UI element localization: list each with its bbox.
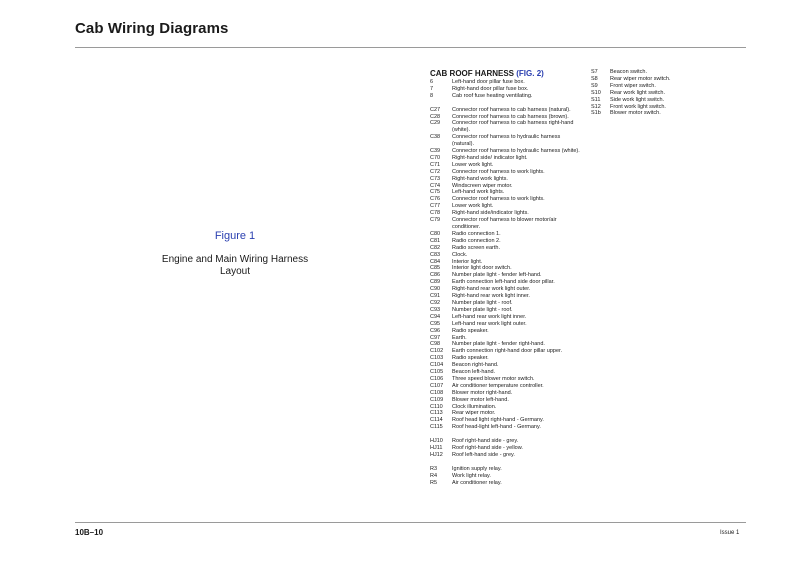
legend-item — [430, 300, 580, 307]
legend-description: Air conditioner relay. — [452, 479, 502, 486]
legend-item — [430, 120, 580, 134]
legend-item — [430, 114, 580, 121]
legend-code: C74 — [430, 182, 441, 189]
legend-item — [430, 369, 580, 376]
legend-code: C95 — [430, 320, 441, 327]
legend-item — [430, 238, 580, 245]
legend-code: C75 — [430, 189, 441, 196]
legend-code: S1b — [591, 110, 601, 117]
legend-description: Beacon left-hand. — [452, 369, 496, 376]
legend-item — [430, 279, 580, 286]
legend-description: Connector roof harness to blower motor/air conditioner. — [452, 217, 557, 231]
legend-description: Connector roof harness to hydraulic harness (natural). — [452, 134, 561, 148]
legend-description: Radio screen earth. — [452, 244, 500, 251]
legend-column-1 — [430, 79, 580, 486]
legend-code: C83 — [430, 251, 441, 258]
legend-code: C27 — [430, 106, 441, 113]
figure-caption — [150, 254, 320, 278]
legend-description: Rear wiper motor. — [452, 410, 496, 417]
legend-description: Number plate light - roof. — [452, 306, 513, 313]
legend-code: S8 — [591, 75, 598, 82]
legend-item — [430, 424, 580, 431]
legend-description: Interior light. — [452, 258, 483, 265]
legend-code: C110 — [430, 403, 443, 410]
legend-item — [591, 90, 711, 97]
legend-code: C93 — [430, 306, 441, 313]
legend-item — [430, 252, 580, 259]
legend-code: C71 — [430, 161, 441, 168]
legend-code: C92 — [430, 299, 441, 306]
legend-description: Right-hand rear work light inner. — [452, 293, 530, 300]
legend-description: Connector roof harness to cab harness right-hand (white). — [452, 120, 574, 134]
legend-description: Earth connection right-hand door pillar upper. — [452, 348, 563, 355]
legend-code: R4 — [430, 472, 438, 479]
legend-item — [430, 404, 580, 411]
legend-description: Radio connection 1. — [452, 230, 501, 237]
legend-code: C85 — [430, 265, 441, 272]
legend-item — [430, 445, 580, 452]
legend-code: C38 — [430, 134, 441, 141]
legend-code: C94 — [430, 313, 441, 320]
legend-item — [430, 286, 580, 293]
legend-description: Three speed blower motor switch. — [452, 375, 535, 382]
legend-item — [430, 107, 580, 114]
legend-code: C89 — [430, 279, 441, 286]
legend-description: Left-hand rear work light inner. — [452, 313, 527, 320]
legend-description: Roof right-hand side - yellow. — [452, 445, 523, 451]
legend-item — [430, 196, 580, 203]
legend-code: C108 — [430, 389, 444, 396]
legend-code: C96 — [430, 327, 441, 334]
legend-item — [430, 189, 580, 196]
legend-code: S10 — [591, 89, 601, 96]
legend-code: C79 — [430, 217, 441, 224]
legend-description: Left-hand work lights. — [452, 189, 505, 196]
legend-description: Right-hand side/ indicator light. — [452, 154, 528, 161]
legend-code: C82 — [430, 244, 441, 251]
legend-item — [430, 341, 580, 348]
legend-description: Rear work light switch. — [610, 89, 666, 96]
legend-description: Connector roof harness to work lights. — [452, 196, 545, 203]
figure-reference-link[interactable]: (FIG. 2) — [516, 69, 544, 78]
legend-description: Earth. — [452, 334, 467, 341]
legend-code: R3 — [430, 465, 438, 472]
legend-code: C29 — [430, 120, 441, 127]
legend-code: C73 — [430, 175, 441, 182]
legend-description: Connector roof harness to cab harness (natural). — [452, 106, 571, 113]
legend-code: C80 — [430, 230, 441, 237]
legend-code: C104 — [430, 362, 444, 369]
legend-description: Interior light door switch. — [452, 265, 512, 272]
legend-description: Roof right-hand side - grey. — [452, 438, 519, 445]
legend-description: Left-hand rear work light outer. — [452, 320, 527, 327]
section-title-text: CAB ROOF HARNESS — [430, 69, 515, 78]
legend-description: Beacon switch. — [610, 69, 647, 75]
legend-description: Beacon right-hand. — [452, 362, 499, 369]
issue-label: Issue 1 — [720, 530, 740, 536]
legend-item — [430, 134, 580, 148]
legend-description: Roof head light right-hand - Germany. — [452, 417, 544, 424]
legend-item — [430, 417, 580, 424]
legend-description: Ignition supply relay. — [452, 465, 502, 472]
legend-description: Windscreen wiper motor. — [452, 182, 513, 189]
section-title — [430, 69, 544, 78]
header-divider — [75, 47, 746, 48]
legend-description: Connector roof harness to work lights. — [452, 168, 545, 175]
legend-item — [430, 410, 580, 417]
legend-description: Roof head-light left-hand - Germany. — [452, 424, 541, 431]
legend-description: Number plate light - roof. — [452, 299, 513, 306]
figure-caption-line1: Engine and Main Wiring Harness — [161, 254, 309, 265]
legend-item — [430, 397, 580, 404]
legend-item — [591, 97, 711, 104]
legend-item — [430, 473, 580, 480]
legend-code: C107 — [430, 382, 444, 389]
legend-item — [430, 321, 580, 328]
legend-item — [430, 328, 580, 335]
legend-description: Connector roof harness to cab harness (brown). — [452, 113, 569, 120]
legend-code: C39 — [430, 148, 441, 155]
legend-item — [430, 162, 580, 169]
legend-description: Lower work light. — [452, 161, 494, 168]
legend-description: Clock. — [452, 251, 468, 258]
legend-item — [430, 79, 580, 86]
legend-item — [430, 176, 580, 183]
legend-description: Right-hand rear work light outer. — [452, 286, 531, 293]
page-title: Cab Wiring Diagrams — [75, 20, 229, 37]
legend-code: C70 — [430, 154, 441, 161]
legend-description: Number plate light - fender left-hand. — [452, 272, 542, 279]
legend-item — [430, 272, 580, 279]
legend-code: C98 — [430, 341, 441, 348]
legend-item — [591, 83, 711, 90]
legend-code: C78 — [430, 210, 441, 217]
legend-code: S12 — [591, 103, 601, 110]
legend-item — [430, 86, 580, 93]
legend-description: Blower motor left-hand. — [452, 396, 509, 403]
legend-item — [430, 335, 580, 342]
legend-description: Front work light switch. — [610, 103, 666, 110]
legend-item — [430, 480, 580, 487]
legend-code: 7 — [430, 85, 434, 92]
legend-code: C113 — [430, 410, 443, 417]
legend-code: C77 — [430, 203, 441, 210]
legend-code: C115 — [430, 424, 443, 431]
legend-code: C109 — [430, 396, 444, 403]
legend-item — [430, 93, 580, 100]
legend-code: C103 — [430, 355, 444, 362]
page-number: 10B–10 — [75, 528, 104, 537]
legend-item — [430, 217, 580, 231]
legend-item — [430, 376, 580, 383]
legend-description: Right-hand door pillar fuse box. — [452, 85, 529, 92]
legend-description: Right-hand work lights. — [452, 175, 508, 182]
legend-description: Radio connection 2. — [452, 237, 501, 244]
legend-description: Lower work light. — [452, 203, 494, 210]
legend-item — [430, 466, 580, 473]
legend-code: C28 — [430, 113, 441, 120]
legend-item — [591, 104, 711, 111]
legend-column-2 — [591, 69, 711, 117]
legend-code: C106 — [430, 375, 444, 382]
legend-item — [430, 231, 580, 238]
legend-code: C91 — [430, 293, 441, 300]
legend-description: Rear wiper motor switch. — [610, 75, 671, 82]
legend-description: Right-hand side/indicator lights. — [452, 210, 529, 217]
legend-description: Connector roof harness to hydraulic harness (white). — [452, 148, 580, 155]
legend-description: Clock illumination. — [452, 403, 497, 410]
legend-code: C114 — [430, 417, 443, 424]
legend-description: Air conditioner temperature controller. — [452, 382, 544, 389]
legend-item — [430, 265, 580, 272]
legend-item — [430, 348, 580, 355]
legend-item — [430, 148, 580, 155]
legend-description: Front wiper switch. — [610, 82, 656, 89]
legend-description: Work light relay. — [452, 472, 491, 479]
legend-code: S7 — [591, 69, 598, 75]
legend-item — [430, 314, 580, 321]
legend-code: S9 — [591, 82, 598, 89]
legend-item — [430, 438, 580, 445]
legend-code: C90 — [430, 286, 441, 293]
legend-item — [591, 110, 711, 117]
legend-code: S11 — [591, 96, 601, 103]
footer-divider — [75, 522, 746, 523]
legend-code: HJ12 — [430, 451, 443, 458]
legend-code: C102 — [430, 348, 444, 355]
legend-description: Cab roof fuse heating ventilating. — [452, 92, 533, 99]
legend-code: C86 — [430, 272, 441, 279]
legend-item — [430, 169, 580, 176]
legend-item — [430, 452, 580, 459]
legend-code: 8 — [430, 92, 434, 99]
legend-description: Radio speaker. — [452, 327, 489, 334]
legend-code: HJ11 — [430, 445, 443, 451]
legend-item — [591, 69, 711, 76]
legend-code: 6 — [430, 79, 434, 85]
legend-description: Earth connection left-hand side door pillar. — [452, 279, 555, 286]
legend-item — [591, 76, 711, 83]
legend-item — [430, 210, 580, 217]
legend-item — [430, 293, 580, 300]
legend-code: C97 — [430, 334, 441, 341]
legend-description: Radio speaker. — [452, 355, 489, 362]
legend-item — [430, 362, 580, 369]
legend-description: Number plate light - fender right-hand. — [452, 341, 545, 348]
legend-code: C72 — [430, 168, 441, 175]
legend-item — [430, 383, 580, 390]
legend-code: R5 — [430, 479, 438, 486]
legend-item — [430, 390, 580, 397]
legend-code: C76 — [430, 196, 441, 203]
legend-description: Blower motor switch. — [610, 110, 661, 117]
legend-description: Roof left-hand side - grey. — [452, 451, 515, 458]
legend-code: HJ10 — [430, 438, 443, 445]
figure-label[interactable]: Figure 1 — [214, 230, 256, 242]
legend-description: Blower motor right-hand. — [452, 389, 513, 396]
legend-item — [430, 307, 580, 314]
legend-description: Left-hand door pillar fuse box. — [452, 79, 525, 85]
legend-item — [430, 203, 580, 210]
legend-item — [430, 155, 580, 162]
legend-item — [430, 245, 580, 252]
legend-description: Side work light switch. — [610, 96, 665, 103]
legend-code: C84 — [430, 258, 441, 265]
legend-item — [430, 183, 580, 190]
figure-caption-line2: Layout — [219, 266, 251, 277]
legend-code: C105 — [430, 369, 444, 376]
legend-item — [430, 259, 580, 266]
legend-code: C81 — [430, 237, 441, 244]
legend-item — [430, 355, 580, 362]
